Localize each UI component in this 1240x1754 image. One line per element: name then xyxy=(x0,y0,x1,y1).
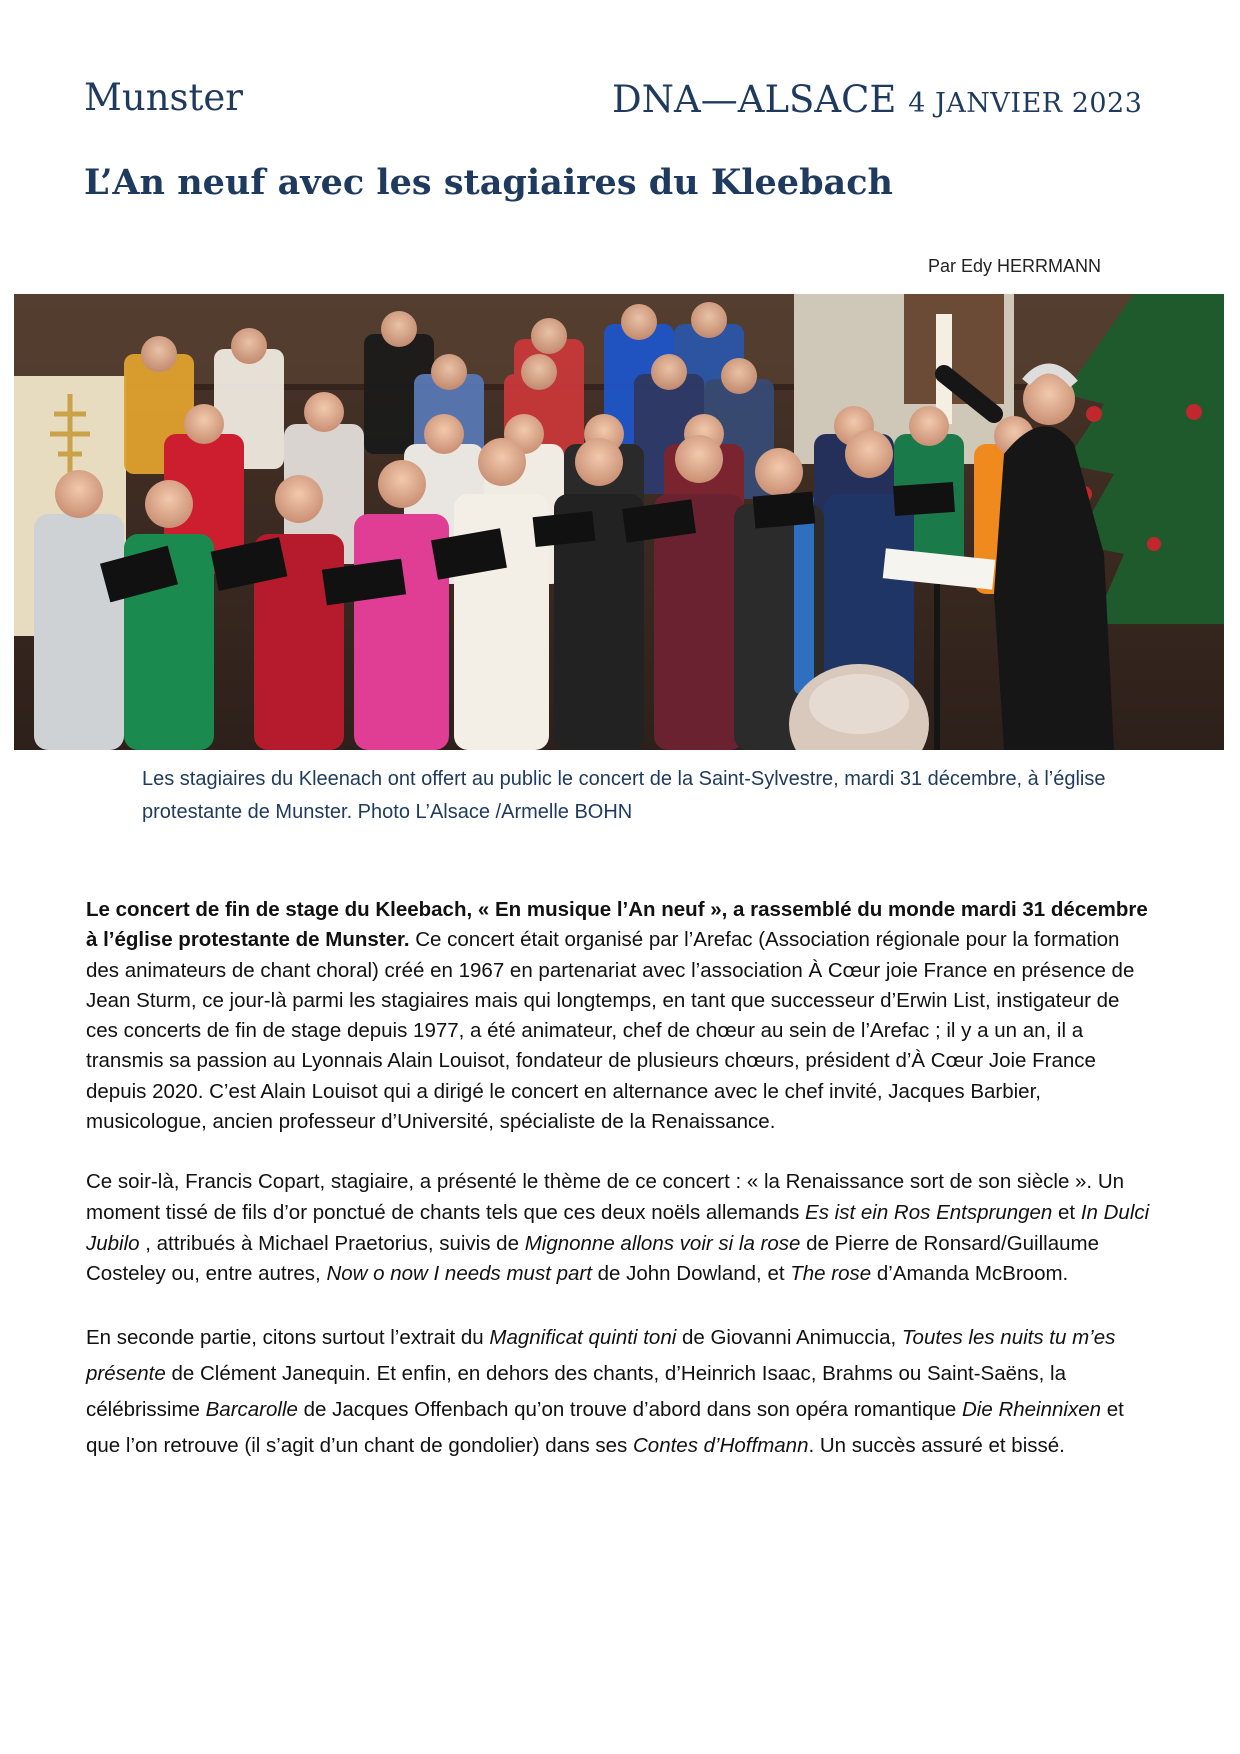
lead-sentence: Le concert de fin de stage du Kleebach, « En musique l’An neuf », a rassemblé du monde mardi 31 décembre à l’église protestante de Munster. xyxy=(86,898,1148,952)
choir-photo xyxy=(14,294,1224,750)
publication-name: DNA—ALSACE xyxy=(612,78,897,121)
article-title: L’An neuf avec les stagiaires du Kleebach xyxy=(84,162,893,203)
section-label: Munster xyxy=(84,76,243,119)
publication-date: 4 JANVIER 2023 xyxy=(908,88,1143,119)
article-body xyxy=(86,895,1156,1464)
publication-header xyxy=(612,78,1142,121)
paragraph-1: Le concert de fin de stage du Kleebach, « En musique l’An neuf », a rassemblé du monde mardi 31 décembre à l’église protestante de Munster. Ce concert était organisé par l’Arefac (Association régionale pour la formation des animateurs de chant choral) créé en 1967 en partenariat avec l’association À Cœur joie France en présence de Jean Sturm, ce jour-là parmi les stagiaires mais qui longtemps, en tant que successeur d’Erwin List, instigateur de ces concerts de fin de stage depuis 1977, a été animateur, chef de chœur au sein de l’Arefac ; il y a un an, il a transmis sa passion au Lyonnais Alain Louisot, fondateur de plusieurs chœurs, président d’À Cœur Joie France depuis 2020. C’est Alain Louisot qui a dirigé le concert en alternance avec le chef invité, Jacques Barbier, musicologue, ancien professeur d’Université, spécialiste de la Renaissance. xyxy=(86,898,1148,1134)
photo-caption: Les stagiaires du Kleenach ont offert au public le concert de la Saint-Sylvestre, mardi 31 décembre, à l’église protestante de Munster. Photo L’Alsace /Armelle BOHN xyxy=(142,768,1106,823)
article-byline: Par Edy HERRMANN xyxy=(928,256,1102,276)
paragraph-3: En seconde partie, citons surtout l’extrait du Magnificat quinti toni de Giovanni Animuccia, Toutes les nuits tu m’es présente de Clément Janequin. Et enfin, en dehors des chants, d’Heinrich Isaac, Brahms ou Saint-Saëns, la célébrissime Barcarolle de Jacques Offenbach qu’on trouve d’abord dans son opéra romantique Die Rheinnixen et que l’on retrouve (il s’agit d’un chant de gondolier) dans ses Contes d’Hoffmann. Un succès assuré et bissé. xyxy=(86,1325,1124,1457)
paragraph-2: Ce soir-là, Francis Copart, stagiaire, a présenté le thème de ce concert : « la Renaissance sort de son siècle ». Un moment tissé de fils d’or ponctué de chants tels que ces deux noëls allemands Es ist ein Ros Entsprungen et In Dulci Jubilo , attribués à Michael Praetorius, suivis de Mignonne allons voir si la rose de Pierre de Ronsard/Guillaume Costeley ou, entre autres, Now o now I needs must part de John Dowland, et The rose d’Amanda McBroom. xyxy=(86,1170,1150,1286)
